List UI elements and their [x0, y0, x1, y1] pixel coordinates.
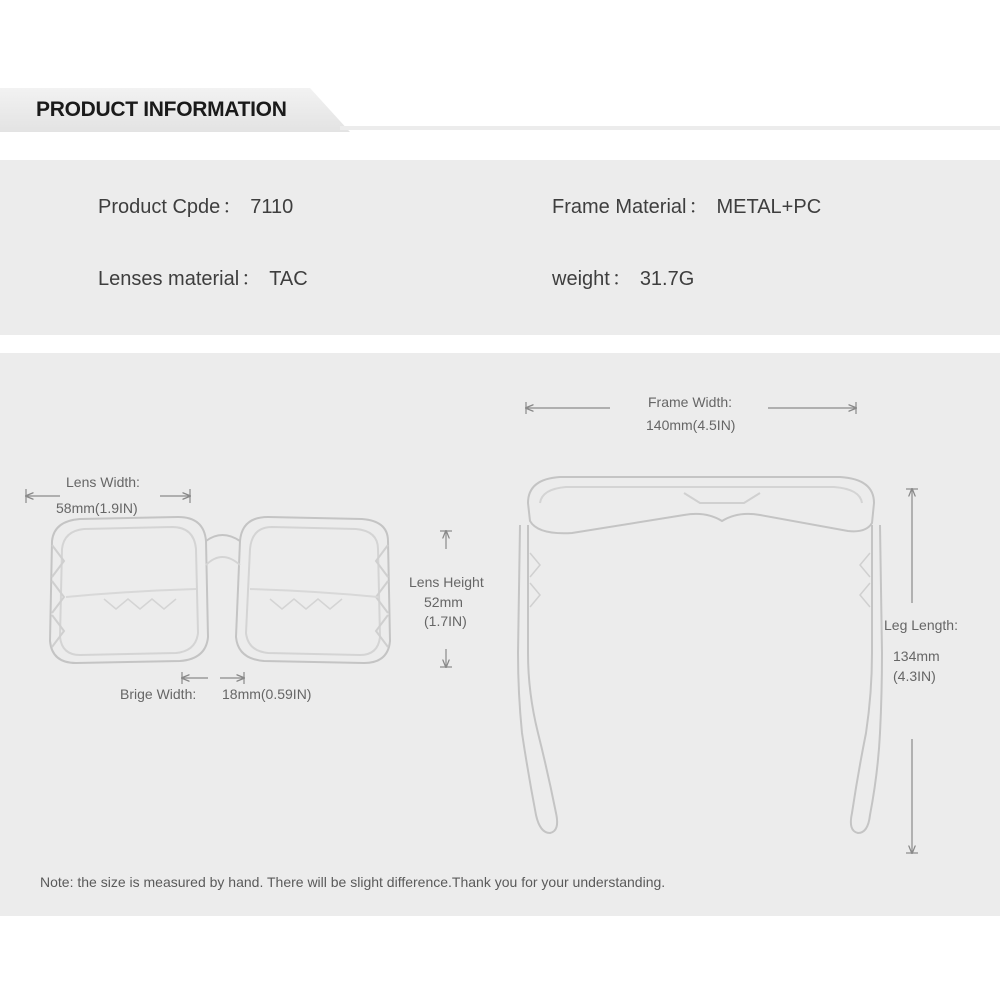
- product-code-label: Product Cpde: [98, 196, 221, 218]
- header-underline: [340, 126, 1000, 130]
- glasses-diagram: [0, 353, 1000, 916]
- leg-length-label: Leg Length:: [884, 617, 958, 633]
- top-right-temple: [851, 525, 882, 833]
- product-code: [98, 190, 293, 219]
- separator: ：: [222, 196, 243, 218]
- lenses-material-value: TAC: [269, 268, 308, 290]
- measure-arrows: [26, 402, 918, 853]
- top-temple-pattern-left: [530, 553, 540, 607]
- temple-pattern: [270, 599, 342, 609]
- top-view-glasses: [518, 477, 882, 833]
- frame-material: [552, 190, 821, 219]
- top-temple-pattern-right: [860, 553, 870, 607]
- weight-label: weight: [552, 268, 610, 290]
- section-title: PRODUCT INFORMATION: [36, 98, 287, 121]
- temple-pattern-left: [104, 599, 176, 609]
- lens-width-value: 58mm(1.9IN): [56, 500, 138, 516]
- top-frame-inner: [540, 487, 862, 503]
- frame-material-label: Frame Material: [552, 196, 687, 218]
- product-info-panel: [0, 160, 1000, 335]
- separator: ：: [241, 268, 262, 290]
- leg-length-mm: 134mm: [893, 648, 940, 664]
- top-left-temple: [518, 525, 557, 833]
- leg-length-in: (4.3IN): [893, 668, 936, 684]
- frame-width-label: Frame Width:: [648, 394, 733, 410]
- lens-width-label: Lens Width:: [66, 474, 140, 490]
- left-lens-inner: [60, 527, 198, 655]
- temple-arm-behind-right: [250, 589, 378, 597]
- measurement-note: Note: the size is measured by hand. There will be slight difference.Thank you for your understanding.: [40, 874, 666, 890]
- lens-height-mm: 52mm: [424, 594, 463, 610]
- section-header: [0, 88, 1000, 132]
- frame-width-value: 140mm(4.5IN): [646, 417, 736, 433]
- lens-height-label: Lens Height: [409, 574, 484, 590]
- bridge-width-label: Brige Width:: [120, 686, 197, 702]
- lenses-material: [98, 262, 308, 291]
- separator: ：: [611, 268, 632, 290]
- separator: ：: [688, 196, 709, 218]
- top-bridge: [684, 493, 760, 503]
- front-view-glasses: [50, 517, 390, 663]
- top-frame-front: [528, 477, 874, 533]
- bridge: [206, 535, 240, 541]
- temple-arm-behind-left: [66, 589, 196, 597]
- weight: [552, 262, 694, 291]
- bridge-lower: [206, 557, 240, 565]
- frame-material-value: METAL+PC: [716, 196, 822, 218]
- dimensions-diagram-panel: [0, 353, 1000, 916]
- product-code-value: 7110: [250, 196, 294, 218]
- lenses-material-label: Lenses material: [98, 268, 240, 290]
- lens-height-in: (1.7IN): [424, 613, 467, 629]
- weight-value: 31.7G: [639, 268, 695, 290]
- bridge-width-value: 18mm(0.59IN): [222, 686, 312, 702]
